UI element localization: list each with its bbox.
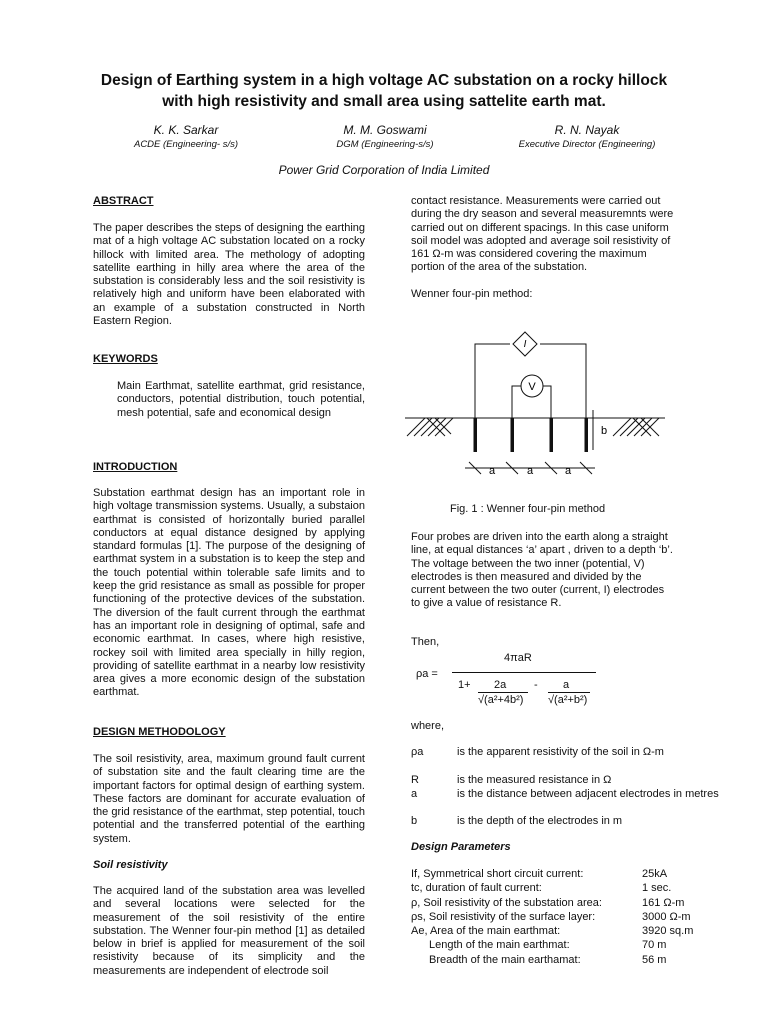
where-label: where, [411,720,445,732]
definition-symbol: ρa [411,746,424,758]
electrodes [474,418,589,452]
definition-symbol: a [411,788,418,800]
electrode-potential-2 [550,418,554,452]
electrode-current-2 [585,418,589,452]
definition-row [411,774,711,788]
right-para-1 [411,195,675,275]
param-value: 1 sec. [642,882,672,895]
keywords-heading: KEYWORDS [93,353,158,365]
design-params-heading: Design Parameters [411,841,511,853]
ground-hatch-right [613,418,659,436]
param-value: 25kA [642,868,668,880]
param-row [411,910,711,924]
keywords-text [117,380,365,420]
voltage-wire-right [543,386,551,418]
formula-term2-bar [548,692,590,693]
author-name: R. N. Nayak [554,123,620,137]
paper-title [60,70,708,112]
design-methodology-heading: DESIGN METHODOLOGY [93,726,226,738]
current-wire-left [475,344,510,418]
wenner-diagram [405,328,665,498]
abstract-heading: ABSTRACT [93,195,154,207]
wenner-label: Wenner four-pin method: [411,288,533,300]
electrode-potential-1 [511,418,515,452]
formula-numerator: 4πaR [504,652,532,664]
param-label: ρs, Soil resistivity of the surface layer: [411,910,596,923]
param-label: Length of the main earthmat: [429,939,570,952]
param-value: 56 m [642,953,667,966]
param-label: If, Symmetrical short circuit current: [411,868,584,880]
author-role: ACDE (Engineering- s/s) [133,139,238,150]
label-a-2: a [526,465,534,477]
param-label: tc, duration of fault current: [411,882,542,895]
formula-term1-num: 2a [494,679,507,691]
param-value: 3000 Ω-m [642,910,691,923]
label-a-3: a [564,465,572,477]
formula-minus: - [534,679,538,691]
definition-text: is the measured resistance in Ω [457,774,612,786]
label-b: b [601,425,608,437]
figure-caption: Fig. 1 : Wenner four-pin method [450,503,606,515]
soil-resistivity-heading: Soil resistivity [93,859,168,871]
param-row [411,896,711,910]
param-label: Breadth of the main earthamat: [429,953,581,966]
formula-lhs: ρa = [416,668,438,680]
label-I: I [523,339,527,350]
param-row [411,953,711,967]
abstract-text [93,222,365,328]
author-name: M. M. Goswami [343,123,427,137]
definition-text: is the distance between adjacent electrodes in metres [457,788,719,800]
title-line-2: with high resistivity and small area using sattelite earth mat. [162,93,606,110]
formula-main-bar [452,672,596,673]
author-role: Executive Director (Engineering) [518,139,656,150]
formula-term2-den: √(a²+b²) [548,694,588,706]
abstract-paragraph: The paper describes the steps of designing the earthing mat of a high voltage AC substation located on a rocky hillock with limited area. The methology of adopting satellite earthing in hilly area where the area of the substation is considerably less and the soil resistivity is relatively high and uniform have been elaborated with an example of a substation constructed in North Eastern Region. [93,222,365,328]
param-row [411,881,711,895]
param-value: 3920 sq.m [642,925,694,938]
author-3 [477,123,697,150]
formula-term1-den: √(a²+4b²) [478,694,524,706]
soil-resistivity-text [93,885,365,978]
definition-symbol: b [411,815,418,827]
design-methodology-text [93,753,365,846]
author-name: K. K. Sarkar [153,123,219,137]
author-role: DGM (Engineering-s/s) [336,139,434,150]
param-row [411,924,711,938]
param-label: ρ, Soil resistivity of the substation area: [411,896,602,909]
soil-resistivity-paragraph: The acquired land of the substation area was levelled and several locations were selected for the measurement of the soil resistivity of the entire substation. The Wenner four-pin method [1] as detailed below in brief is applied for measurement of the soil resistivity because of its simplicity and the measurements are independent of electrode soil [93,885,365,977]
param-row [411,867,711,881]
organization: Power Grid Corporation of India Limited [278,163,490,177]
then-label: Then, [411,636,440,648]
author-1 [76,123,296,150]
voltage-wire-left [512,386,521,418]
definition-row [411,788,719,816]
contact-resistance-paragraph: contact resistance. Measurements were carried out during the dry season and several measuremnts were carried out on different spacings. In this case uniform soil model was adopted and average soil resistivity of 161 Ω-m was considered covering the maximum portion of the area of the substation. [411,195,674,274]
title-line-1: Design of Earthing system in a high voltage AC substation on a rocky hillock [100,72,668,89]
design-params-list [411,867,711,967]
param-row [411,938,711,952]
introduction-text [93,487,365,700]
formula-term1-bar [478,692,528,693]
author-2 [275,123,495,150]
design-methodology-paragraph: The soil resistivity, area, maximum ground fault current of substation site and the fault clearing time are the important factors for optimal design of earthing system. These factors are dominant for accurate evaluation of the grid resistance of the earthmat, step potential, touch potential and the transferred potential of the earthing system. [93,753,365,845]
keywords-paragraph: Main Earthmat, satellite earthmat, grid resistance, conductors, potential distribution, touch potential, mesh potential, safe and economical design [117,380,365,419]
current-wire-right [540,344,586,418]
four-probes-paragraph: Four probes are driven into the earth along a straight line, at equal distances ‘a’ apart , driven to a depth ‘b’. The voltage between the two inner (potential, V) electrodes is then measured and divided by the current between the two outer (current, I) electrodes to give a value of resistance R. [411,531,673,610]
definition-text: is the depth of the electrodes in m [457,815,623,827]
definition-row [411,746,711,776]
right-para-2 [411,531,675,611]
definition-row [411,815,711,829]
electrode-current-1 [474,418,478,452]
formula-one-plus: 1+ [458,679,471,691]
formula-term2-num: a [563,679,570,691]
introduction-paragraph: Substation earthmat design has an important role in high voltage transmission systems. Usually, a substaion earthmat is consisted of horizontally buried parallel conductors at equal distance designed by applying standard formulas [1]. The purpose of the designing of earthmat system in a substation is to keep the step and the touch potential within tolerable safe limits and to keep the grid resistance as small as possible for proper functioning of the protective devices of the substation. The diversion of the fault current through the earthmat has an important role in designing of optimal, safe and economic earthmat. In cases, where high resistive, rockey soil with limited area specially in hilly region, providing of satellite earthmat in a nearby low resistivity area gives a more economic design of the substation earthmat. [93,487,365,699]
param-value: 70 m [642,939,667,952]
introduction-heading: INTRODUCTION [93,461,178,473]
definition-symbol: R [411,774,419,786]
ground-hatch-left [407,418,453,436]
label-V: V [528,381,536,393]
param-value: 161 Ω-m [642,896,685,909]
param-label: Ae, Area of the main earthmat: [411,925,561,938]
definition-text: is the apparent resistivity of the soil in Ω-m [457,746,664,758]
label-a-1: a [488,465,496,477]
